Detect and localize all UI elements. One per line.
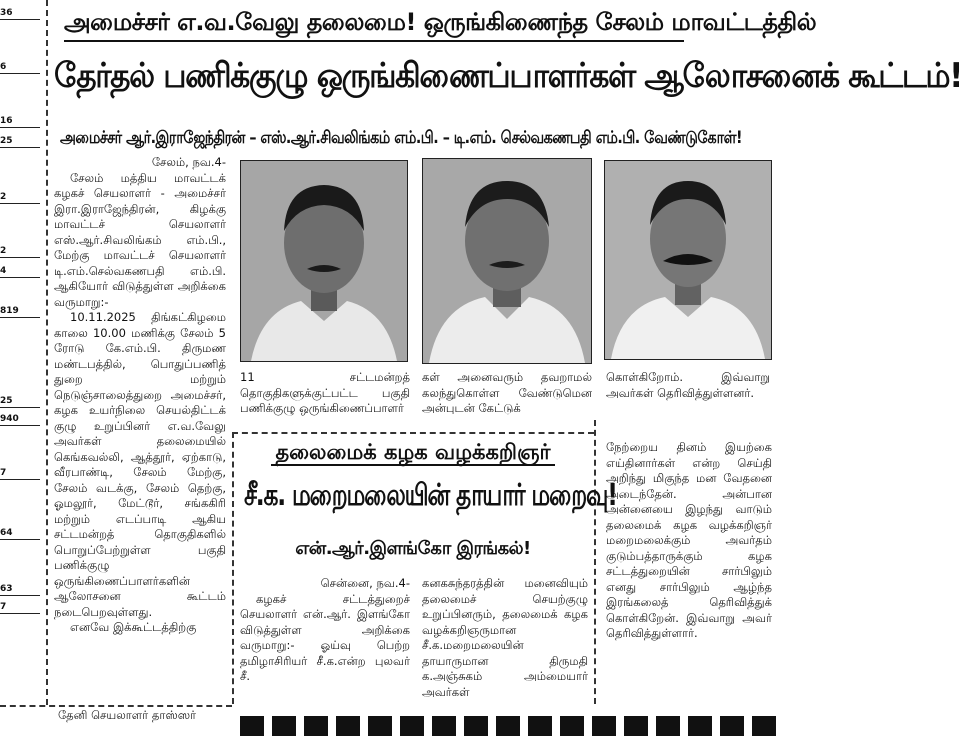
sub-col3 — [606, 440, 772, 698]
left-number: 4 — [0, 266, 40, 278]
photo-selvaganapathy — [604, 160, 772, 360]
sub-headline: சீ.க. மறைமலையின் தாயார் மறைவு! — [244, 478, 617, 513]
main-col4-text — [606, 370, 770, 418]
main-col4-paragraph: கொள்கிறோம். இவ்வாறு அவர்கள் தெரிவித்துள்ளனர். — [606, 370, 770, 400]
portrait-image — [241, 161, 407, 361]
sub-col3-paragraph: நேற்றைய தினம் இயற்கை எய்தினார்கள் என்ற செய்தி அறிந்து மிகுந்த மன வேதனை அடைந்தேன். அன்பான அன்னையை இழந்து வாடும் தலைமைக் கழக வழக்கறிஞர் மறைமலைக்கும் அவர்தம் குடும்பத்தாருக்கும் கழக சட்டத்துறையின் சார்பிலும் எனது சார்பிலும் ஆழ்ந்த இரங்கலைத் தெரிவித்துக் கொள்கிறேன். இவ்வாறு அவர் தெரிவித்துள்ளார். — [606, 440, 772, 640]
main-dateline: சேலம், நவ.4- — [151, 155, 226, 169]
main-body-column — [54, 155, 226, 695]
photo-rajendran — [240, 160, 408, 362]
photo-sivalingam — [422, 158, 592, 364]
portrait-image — [605, 161, 771, 359]
left-number: 2 — [0, 192, 40, 204]
main-col3-text — [422, 370, 592, 418]
sub-col2-paragraph: கனகசுந்தரத்தின் மனைவியும் தலைமைச் செயற்குழு உறுப்பினரும், தலைமைக் கழக வழக்கறிஞருமான சீ.க.மறைமலையின் தாயாருமான திருமதி க.அஞ்சுகம் அம்மையார் அவர்கள் — [422, 576, 588, 699]
left-number: 25 — [0, 396, 40, 408]
next-headline-fragment — [240, 712, 780, 722]
left-number: 25 — [0, 136, 40, 148]
sub-deck: என்.ஆர்.இளங்கோ இரங்கல்! — [295, 538, 531, 559]
left-number: 64 — [0, 528, 40, 540]
main-headline: தேர்தல் பணிக்குழு ஒருங்கிணைப்பாளர்கள் ஆலோசனைக் கூட்டம்! — [54, 56, 962, 96]
left-number: 63 — [0, 584, 40, 596]
bottom-fragment: தேனி செயலாளர் தாஸ்ஸர் — [58, 708, 197, 722]
sub-dateline: சென்னை, நவ.4- — [320, 576, 410, 590]
sub-col2 — [422, 576, 588, 699]
left-number: 16 — [0, 116, 40, 128]
portrait-image — [423, 159, 591, 363]
main-kicker: அமைச்சர் எ.வ.வேலு தலைமை! ஒருங்கிணைந்த சேலம் மாவட்டத்தில் — [64, 8, 817, 36]
left-number: 6 — [0, 62, 40, 74]
sub-col1 — [240, 576, 410, 696]
main-paragraph: சேலம் மத்திய மாவட்டக் கழகச் செயலாளர் - அமைச்சர் இரா.இராஜேந்திரன், கிழக்கு மாவட்டச் செயலாளர் எஸ்.ஆர்.சிவலிங்கம் எம்.பி., மேற்கு மாவட்டச் செயலாளர் டி.எம்.செல்வகணபதி எம்.பி. ஆகியோர் விடுத்துள்ள அறிக்கை வருமாறு:- — [54, 170, 226, 309]
left-number: 2 — [0, 246, 40, 258]
main-col2-text — [240, 370, 410, 418]
column-divider — [46, 0, 48, 705]
main-col2-paragraph: 11 சட்டமன்றத் தொகுதிகளுக்குட்பட்ட பகுதி பணிக்குழு ஒருங்கிணைப்பாளர் — [240, 370, 410, 415]
bottom-divider — [0, 705, 232, 707]
left-number: 7 — [0, 602, 40, 614]
sub-story-right-border — [594, 420, 596, 704]
main-col3-paragraph: கள் அனைவரும் தவறாமல் கலந்துகொள்ள வேண்டுமென அன்புடன் கேட்டுக் — [422, 370, 592, 415]
left-column-fragment — [0, 0, 46, 700]
main-paragraph: எனவே இக்கூட்டத்திற்கு — [70, 620, 197, 634]
left-number: 940 — [0, 414, 40, 426]
sub-col1-paragraph: கழகச் சட்டத்துறைச் செயலாளர் என்.ஆர். இளங்கோ விடுத்துள்ள அறிக்கை வருமாறு:- ஓய்வு பெற்ற தமிழாசிரியர் சீ.க.என்ற புலவர் சீ. — [240, 591, 410, 683]
left-number: 819 — [0, 306, 40, 318]
main-paragraph: 10.11.2025 திங்கட்கிழமை காலை 10.00 மணிக்கு சேலம் 5 ரோடு கே.எம்.பி. திருமண மண்டபத்தில், பொதுப்பணித் துறை மற்றும் நெடுஞ்சாலைத்துறை அமைச்சர், கழக உயர்நிலை செயல்திட்டக் குழு உறுப்பினர் எ.வ.வேலு அவர்கள் தலைமையில் கெங்கவல்லி, ஆத்தூர், ஏற்காடு, வீரபாண்டி, சேலம் மேற்கு, சேலம் வடக்கு, சேலம் தெற்கு, ஓமலூர், மேட்டூர், சங்ககிரி மற்றும் எடப்பாடி ஆகிய சட்டமன்றத் தொகுதிகளில் பொறுப்பேற்றுள்ள பகுதி பணிக்குழு ஒருங்கிணைப்பாளர்களின் ஆலோசனை கூட்டம் நடைபெறவுள்ளது. — [54, 310, 226, 619]
left-number: 36 — [0, 8, 40, 20]
sub-kicker: தலைமைக் கழக வழக்கறிஞர் — [271, 440, 554, 466]
sub-story-top-border — [232, 432, 594, 434]
kicker-underline — [64, 40, 684, 42]
sub-kicker-wrap — [240, 440, 586, 467]
main-deck: அமைச்சர் ஆர்.இராஜேந்திரன் – எஸ்.ஆர்.சிவலிங்கம் எம்.பி. – டி.எம். செல்வகணபதி எம்.பி. வேண்டுகோள்! — [60, 128, 742, 148]
left-number: 7 — [0, 468, 40, 480]
sub-story-left-border — [232, 432, 234, 704]
